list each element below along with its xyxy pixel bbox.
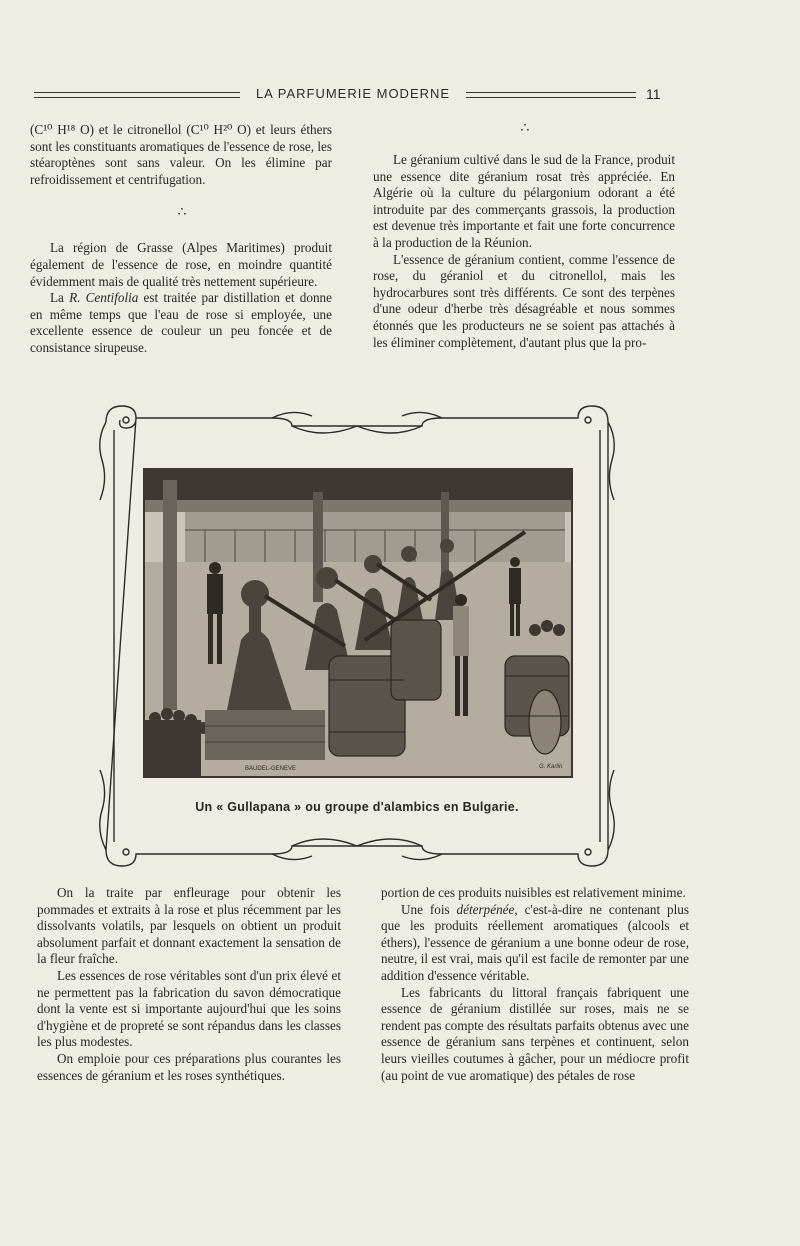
text-run: La [50,290,70,306]
running-header [30,86,660,106]
paragraph: On emploie pour ces préparations plus courantes les essences de géranium et les roses synthétiques. [37,1050,341,1083]
section-ornament: ∴ [520,121,528,136]
text-run: est traitée par distillation et donne en même temps que l'eau de rose si employée, une excellente essence de couleur un peu foncée et de consistance sirupeuse. [30,290,332,355]
paragraph: Les fabricants du littoral français fabriquent une essence de géranium distillée sur roses, mais ne se rendent pas compte des résultats parfaits obtenus avec une essence de géranium sans terpènes et continuent, selon leurs vieilles coutumes à gâcher, pour un médiocre profit (au point de vue aromatique) des pétales de rose [381,984,689,1083]
engraver-signature: BAUDEL-GENEVE [245,766,297,772]
page-number: 11 [646,86,661,102]
column-top-left [30,122,332,357]
italic-term: R. Centifolia [69,290,139,306]
header-rule-right [466,92,636,98]
artist-signature: G. Karlin [539,764,563,770]
paragraph: Les essences de rose véritables sont d'un prix élevé et ne permettent pas la fabrication du savon démocratique dont la vente est si importante aujourd'hui que les soins d'hygiène et de propreté se sont répandus dans les classes les plus modestes. [37,967,341,1050]
paragraph: La région de Grasse (Alpes Maritimes) produit également de l'essence de rose, en moindre quantité évidemment mais de qualité très nettement supérieure. [30,240,332,289]
header-rule-left [34,92,240,98]
paragraph [30,290,332,356]
column-bottom-right [381,885,689,1084]
text-run: Une fois [401,901,457,917]
paragraph: portion de ces produits nuisibles est relativement minime. [381,885,686,900]
engraving-distillery [143,468,573,778]
paragraph: L'essence de géranium contient, comme l'essence de rose, du géraniol et du citronellol, mais les hydrocarbures sont très différents. Ce sont des terpènes d'une odeur d'herbe très désagréable et nous sommes étonnés que les producteurs ne se soient pas attachés à les éliminer complètement, d'autant plus que la pro- [373,251,675,350]
paragraph: Le géranium cultivé dans le sud de la France, produit une essence dite géranium rosat très appréciée. En Algérie où la culture du pélargonium odorant a été introduite par des commerçants grassois, la production est devenue très importante et fait une forte concurrence à la production de la Réunion. [373,152,675,250]
paragraph: On la traite par enfleurage pour obtenir les pommades et extraits à la rose et plus récemment par les dissolvants volatils, par lesquels on obtient un produit absolument parfait et donnant exactement la sensation de la fleur fraîche. [37,885,341,967]
text-run: , c'est-à-dire ne contenant plus que les produits réellement aromatiques (alcools et éthers), l'essence de géranium a une bonne odeur de rose, neutre, il est vrai, mais qu'il est facile de remonter par une addition d'essence véritable. [381,901,689,983]
paragraph [381,902,689,985]
paragraph: (C¹⁰ H¹⁸ O) et le citronellol (C¹⁰ H²⁰ O) et leurs éthers sont les constituants aromatiques de l'essence de rose, les stéaroptènes sont sans valeur. On les élimine par refroidissement et centrifugation. [30,122,332,187]
distillery-scene [145,470,571,776]
illustration-frame [92,400,622,872]
figure-caption: Un « Gullapana » ou groupe d'alambics en Bulgarie. [195,800,519,814]
journal-title: LA PARFUMERIE MODERNE [255,86,451,101]
column-bottom-left [37,885,341,1084]
column-top-right [373,122,675,351]
section-ornament: ∴ [177,205,185,221]
italic-term: déterpénée [456,901,515,917]
